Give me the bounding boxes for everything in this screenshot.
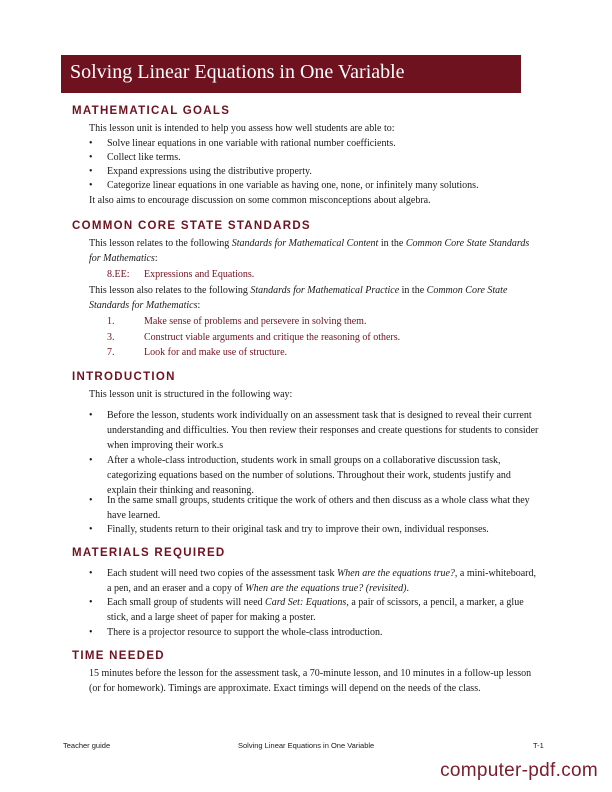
bullet-icon: • [89, 568, 93, 579]
bullet-icon: • [89, 627, 93, 638]
practice-text: Make sense of problems and persevere in solving them. [144, 316, 367, 327]
ccss-practice-paragraph: This lesson also relates to the following Standards for Mathematical Practice in the Common Core State Standards for Mathematics: [89, 285, 508, 311]
footer-left: Teacher guide [63, 741, 111, 750]
practice-text: Look for and make use of structure. [144, 347, 288, 358]
materials-bullet: There is a projector resource to support the whole-class introduction. [107, 627, 383, 638]
introduction-bullet: In the same small groups, students critique the work of others and then discuss as a whole class what they have learned. [107, 495, 530, 521]
section-heading-materials: MATERIALS REQUIRED [72, 547, 226, 559]
ccss-content-label: Expressions and Equations. [144, 269, 255, 280]
time-text: 15 minutes before the lesson for the assessment task, a 70-minute lesson, and 10 minutes in a follow-up lesson (or for homework). Timings are approximate. Exact timings will depend on the needs of the class. [89, 668, 532, 694]
introduction-intro: This lesson unit is structured in the following way: [89, 389, 293, 400]
section-heading-goals: MATHEMATICAL GOALS [72, 105, 231, 117]
introduction-bullet: After a whole-class introduction, students work in small groups on a collaborative discussion task, categorizing equations based on the number of solutions. Throughout their work, students justify and explain their thinking and reasoning. [107, 455, 511, 496]
goals-outro: It also aims to encourage discussion on some common misconceptions about algebra. [89, 195, 431, 206]
bullet-icon: • [89, 455, 93, 466]
section-heading-ccss: COMMON CORE STATE STANDARDS [72, 220, 311, 232]
practice-number: 1. [107, 316, 115, 327]
bullet-icon: • [89, 180, 93, 191]
goals-intro: This lesson unit is intended to help you assess how well students are able to: [89, 123, 395, 134]
goals-bullet: Categorize linear equations in one variable as having one, none, or infinitely many solutions. [107, 180, 479, 191]
footer-page-number: T-1 [533, 741, 544, 750]
page-title: Solving Linear Equations in One Variable [70, 61, 405, 83]
practice-text: Construct viable arguments and critique the reasoning of others. [144, 332, 401, 343]
bullet-icon: • [89, 524, 93, 535]
bullet-icon: • [89, 152, 93, 163]
ccss-content-paragraph: This lesson relates to the following Standards for Mathematical Content in the Common Core State Standards for Mathematics: [89, 238, 530, 264]
bullet-icon: • [89, 495, 93, 506]
footer-center: Solving Linear Equations in One Variable [238, 741, 375, 750]
section-heading-introduction: INTRODUCTION [72, 371, 176, 383]
bullet-icon: • [89, 138, 93, 149]
goals-bullet: Solve linear equations in one variable with rational number coefficients. [107, 138, 396, 149]
introduction-bullet: Before the lesson, students work individually on an assessment task that is designed to reveal their current understanding and difficulties. You then review their responses and create questions for students to consider when improving their work.s [107, 410, 539, 451]
practice-number: 7. [107, 347, 115, 358]
materials-bullet: Each student will need two copies of the assessment task When are the equations true?, a mini-whiteboard, a pen, and an eraser and a copy of When are the equations true? (revisited). [107, 568, 536, 594]
introduction-bullet: Finally, students return to their original task and try to improve their own, individual responses. [107, 524, 489, 535]
materials-bullet: Each small group of students will need Card Set: Equations, a pair of scissors, a pencil, a marker, a glue stick, and a large sheet of paper for making a poster. [107, 597, 524, 623]
bullet-icon: • [89, 597, 93, 608]
bullet-icon: • [89, 166, 93, 177]
ccss-content-code: 8.EE: [107, 269, 130, 280]
watermark: computer-pdf.com [440, 760, 598, 781]
section-heading-time: TIME NEEDED [72, 650, 165, 662]
practice-number: 3. [107, 332, 115, 343]
goals-bullet: Collect like terms. [107, 152, 181, 163]
title-bar [61, 55, 521, 93]
bullet-icon: • [89, 410, 93, 421]
goals-bullet: Expand expressions using the distributive property. [107, 166, 312, 177]
